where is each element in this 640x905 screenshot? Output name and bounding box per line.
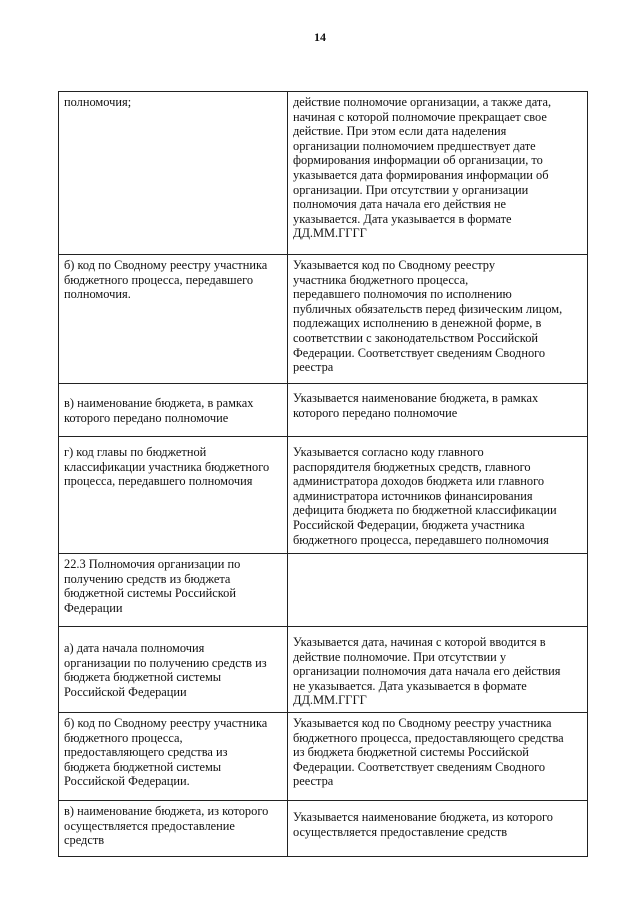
field-name-cell: а) дата начала полномочия организации по получению средств из бюджета бюджетной системы Российской Федерации (59, 627, 288, 713)
field-description-cell: Указывается код по Сводному реестру участника бюджетного процесса, передавшего полномочия по исполнению публичных обязательств перед физическим лицом, подлежащих исполнению в денежной форме, в соответствии с законодательством Российской Федерации. Соответствует сведениям Сводного реестра (288, 255, 588, 384)
field-name-cell: в) наименование бюджета, в рамках которого передано полномочие (59, 384, 288, 437)
table-row (59, 713, 588, 801)
table-row (59, 437, 588, 554)
field-name-cell: полномочия; (59, 92, 288, 255)
field-description-cell: Указывается наименование бюджета, из которого осуществляется предоставление средств (288, 801, 588, 857)
field-description-cell: действие полномочие организации, а также дата, начиная с которой полномочие прекращает свое действие. При этом если дата наделения организации полномочием предшествует дате формирования информации об организации, то указывается дата формирования информации об организации. При отсутствии у организации полномочия дата начала его действия не указывается. Дата указывается в формате ДД.ММ.ГГГГ (288, 92, 588, 255)
field-name-cell: в) наименование бюджета, из которого осуществляется предоставление средств (59, 801, 288, 857)
table-row (59, 801, 588, 857)
section-heading-cell: 22.3 Полномочия организации по получению средств из бюджета бюджетной системы Российской Федерации (59, 554, 288, 627)
table-row (59, 384, 588, 437)
field-description-cell: Указывается согласно коду главного распорядителя бюджетных средств, главного администратора доходов бюджета или главного администратора источников финансирования дефицита бюджета по бюджетной классификации Российской Федерации, бюджета участника бюджетного процесса, передавшего полномочия (288, 437, 588, 554)
field-description-cell: Указывается наименование бюджета, в рамках которого передано полномочие (288, 384, 588, 437)
field-description-cell (288, 554, 588, 627)
field-name-cell: г) код главы по бюджетной классификации участника бюджетного процесса, передавшего полномочия (59, 437, 288, 554)
table-row (59, 255, 588, 384)
field-name-cell: б) код по Сводному реестру участника бюджетного процесса, передавшего полномочия. (59, 255, 288, 384)
field-description-cell: Указывается дата, начиная с которой вводится в действие полномочие. При отсутствии у организации полномочия дата начала его действия не указывается. Дата указывается в формате ДД.ММ.ГГГГ (288, 627, 588, 713)
table-row (59, 627, 588, 713)
requirements-table (58, 91, 588, 857)
field-name-cell: б) код по Сводному реестру участника бюджетного процесса, предоставляющего средства из бюджета бюджетной системы Российской Федерации. (59, 713, 288, 801)
table-row (59, 92, 588, 255)
field-description-cell: Указывается код по Сводному реестру участника бюджетного процесса, предоставляющего средства из бюджета бюджетной системы Российской Федерации. Соответствует сведениям Сводного реестра (288, 713, 588, 801)
page-number: 14 (314, 30, 326, 44)
table-row (59, 554, 588, 627)
